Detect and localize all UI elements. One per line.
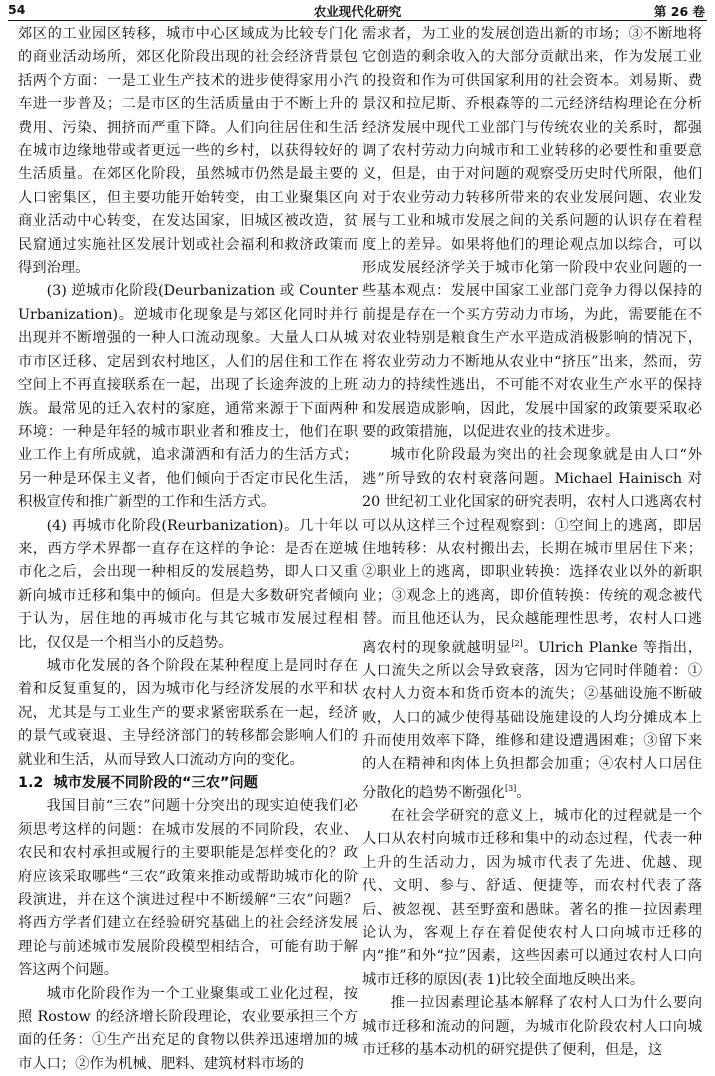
paragraph: 在社会学研究的意义上，城市化的过程就是一个人口从农村向城市迁移和集中的动态过程，代表一种上升的生活动力，因为城市代表了先进、优越、现代、文明、参与、舒适、便捷等，而农村代表了落后、被忽视、甚至野蛮和愚昧。著名的推－拉因素理论认为，客观上存在着促使农村人口向城市迁移的内“推”和外“拉”因素，这些因素可以通过农村人口向城市迁移的原因(表 1)比较全面地反映出来。 bbox=[362, 807, 702, 988]
paragraph-text: 。Ulrich Planke 等指出，人口流失之所以会导致衰落，因为它同时伴随着：①农村人力资本和货币资本的流失；②基础设施不断破败，人口的减少使得基础设施建设的人均分摊成本上升而使用效率下降，维修和建设遭遇困难；③留下来的人在精神和肉体上负担都会加重；④农村人口居住分散化的趋势不断强化 bbox=[362, 639, 702, 801]
paragraph: 城市化发展的各个阶段在某种程度上是同时存在着和反复重复的，因为城市化与经济发展的水平和状况，尤其是与工业生产的要求紧密联系在一起，经济的景气或衰退、主导经济部门的转移都会影响人们的就业和生活，从而导致人口流动方向的变化。 bbox=[18, 657, 358, 768]
section-title: 城市发展不同阶段的“三农”问题 bbox=[53, 775, 258, 791]
paragraph: (4) 再城市化阶段(Reurbanization)。几十年以来，西方学术界都一直存在这样的争论：是否在逆城市化之后，会出现一种相反的发展趋势，即人口又重新向城市迁移和集中的倾向。但是大多数研究者倾向于认为，居住地的再城市化与其它城市发展过程相比，仅仅是一个相当小的反趋势。 bbox=[18, 517, 358, 651]
volume-label: 第 26 卷 bbox=[653, 4, 705, 19]
running-header bbox=[8, 0, 707, 21]
paragraph-text: 。 bbox=[516, 784, 531, 801]
paragraph: 郊区的工业园区转移，城市中心区域成为比较专门化的商业活动场所，郊区化阶段出现的社会经济背景包括两个方面：一是工业生产技术的进步使得家用小汽车进一步普及；二是市区的生活质量由于不断上升的费用、污染、拥挤而严重下降。人们向往居住和生活在城市边缘地带或者更远一些的乡村，以获得较好的生活质量。在郊区化阶段，虽然城市仍然是最主要的人口密集区，但主要功能开始转变，由工业聚集区向商业活动中心转变，在发达国家，旧城区被改造，贫民窟通过实施社区发展计划或社会福利和救济政策而得到治理。 bbox=[18, 26, 358, 277]
citation-ref: [2] bbox=[511, 638, 523, 648]
citation-ref: [3] bbox=[504, 783, 517, 793]
paragraph-text: 城市化阶段最为突出的社会现象就是由人口“外逃”所导致的农村衰落问题。Michael Hainisch 对 20 世纪初工业化国家的研究表明，农村人口逃离农村可以从这样三个过程观察到：①空间上的逃离，即居住地转移：从农村搬出去，长期在城市里居住下来；②职业上的逃离，即职业转换：选择农业以外的新职业；③观念上的逃离，即价值转换：传统的观念被代替。而且他还认为，民众越能理性思考，农村人口逃离农村的现象就越明显 bbox=[362, 447, 702, 656]
paragraph: (3) 逆城市化阶段(Deurbanization 或 Counter Urbanization)。逆城市化现象是与郊区化同时并行出现并不断增强的一种人口流动现象。大量人口从城市市区迁移、定居到农村地区，人们的居住和工作在空间上不再直接联系在一起，出现了长途奔波的上班族。最常见的迁入农村的家庭，通常来源于下面两种环境：一种是年轻的城市职业者和雅皮士，他们在职业工作上有所成就，追求潇洒和有活力的生活方式；另一种是环保主义者，他们倾向于否定市民化生活，积极宣传和推广新型的工作和生活方式。 bbox=[18, 283, 358, 511]
journal-title: 农业现代化研究 bbox=[313, 4, 402, 19]
section-number: 1.2 bbox=[18, 775, 44, 791]
right-column bbox=[362, 23, 702, 1062]
page-number: 54 bbox=[8, 2, 26, 17]
paragraph: 需求者，为工业的发展创造出新的市场；③不断地将它创造的剩余收入的大部分贡献出来，作为发展工业的投资和作为可供国家利用的社会资本。刘易斯、费景汉和拉尼斯、乔根森等的二元经济结构理论在分析经济发展中现代工业部门与传统农业的关系时，都强调了农村劳动力向城市和工业转移的必要性和重要意义，但是，由于对问题的观察受历史时代所限，他们对于农业劳动力转移所带来的农业发展问题、农业发展与工业和城市发展之间的关系问题的认识存在着程度上的差异。如果将他们的理论观点加以综合，可以形成发展经济学关于城市化第一阶段中农业问题的一些基本观点：发展中国家工业部门竞争力得以保持的前提是存在一个买方劳动力市场，为此，需要能在不对农业特别是粮食生产水平造成消极影响的情况下，将农业劳动力不断地从农业中“挤压”出来，然而，劳动力的持续性逃出，不可能不对农业生产水平的保持和发展造成影响，因此，发展中国家的政策要采取必要的政策措施，以促进农业的技术进步。 bbox=[362, 26, 702, 440]
paragraph: 城市化阶段作为一个工业聚集或工业化过程，按照 Rostow 的经济增长阶段理论，农业要承担三个方面的任务：①生产出充足的食物以供养迅速增加的城市人口；②作为机械、肥料、建筑材料市场的 bbox=[18, 985, 358, 1072]
paragraph bbox=[362, 444, 702, 805]
section-heading bbox=[18, 772, 358, 795]
paragraph: 我国目前“三农”问题十分突出的现实迫使我们必须思考这样的问题：在城市发展的不同阶段，农业、农民和农村承担或履行的主要职能是怎样变化的？政府应该采取哪些“三农”政策来推动或帮助城市化的阶段演进，并在这个演进过程中不断缓解“三农”问题？将西方学者们建立在经验研究基础上的社会经济发展理论与前述城市发展阶段模型相结合，可能有助于解答这两个问题。 bbox=[18, 798, 358, 979]
paragraph: 推－拉因素理论基本解释了农村人口为什么要向城市迁移和流动的问题，为城市化阶段农村人口向城市迁移的基本动机的研究提供了便利，但是，这 bbox=[362, 995, 702, 1058]
left-column bbox=[18, 23, 358, 1076]
